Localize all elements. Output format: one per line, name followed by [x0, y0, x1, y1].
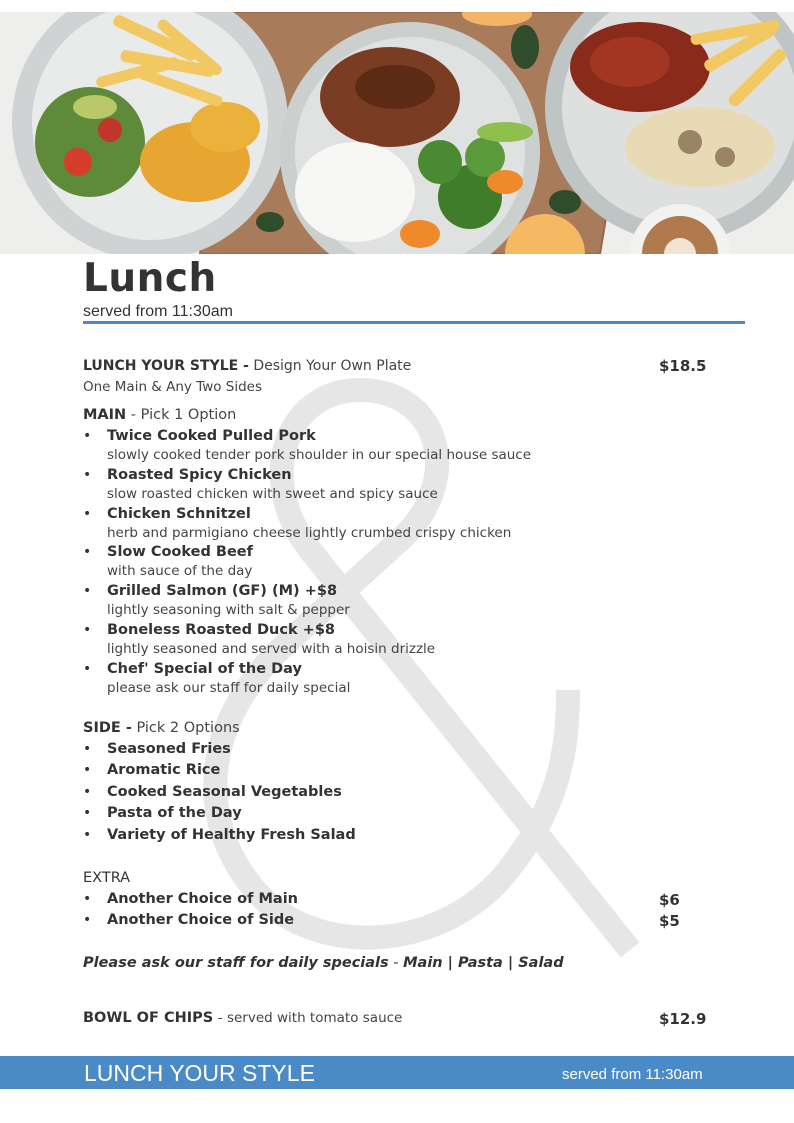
main-item-name: Boneless Roasted Duck +$8: [107, 622, 335, 638]
side-item-name: Variety of Healthy Fresh Salad: [107, 826, 356, 843]
side-item-name: Seasoned Fries: [107, 741, 231, 757]
bullet-icon: •: [83, 660, 92, 677]
main-item-description: please ask our staff for daily special: [107, 679, 351, 696]
bullet-icon: •: [83, 783, 92, 800]
main-item-name: Roasted Spicy Chicken: [107, 466, 292, 483]
extra-item-price: $6: [659, 891, 680, 909]
main-item-name: Chicken Schnitzel: [107, 505, 251, 522]
bullet-icon: •: [83, 583, 92, 600]
lunch-your-style-description: One Main & Any Two Sides: [83, 379, 263, 395]
side-heading: SIDE - Pick 2 Options: [83, 720, 240, 736]
daily-specials-note: Please ask our staff for daily specials - Main | Pasta | Salad: [83, 955, 564, 971]
main-item-name: Twice Cooked Pulled Pork: [107, 428, 316, 444]
main-item-description: with sauce of the day: [107, 563, 253, 580]
bullet-icon: •: [83, 466, 92, 483]
main-item-description: slowly cooked tender pork shoulder in our special house sauce: [107, 447, 532, 463]
side-item-name: Pasta of the Day: [107, 805, 242, 822]
bullet-icon: •: [83, 912, 92, 929]
bullet-icon: •: [83, 805, 92, 822]
bowl-of-chips-price: $12.9: [659, 1010, 707, 1028]
bullet-icon: •: [83, 891, 92, 907]
plate-schnitzel: [12, 12, 288, 254]
side-item-name: Aromatic Rice: [107, 762, 221, 779]
hero-food-photo: [0, 12, 794, 254]
main-item-description: lightly seasoning with salt & pepper: [107, 602, 350, 619]
bullet-icon: •: [83, 826, 92, 843]
footer-title: LUNCH YOUR STYLE: [84, 1060, 315, 1086]
bullet-icon: •: [83, 428, 92, 444]
extra-item-price: $5: [659, 912, 680, 931]
footer-served-time: served from 11:30am: [562, 1066, 703, 1083]
main-item-name: Chef' Special of the Day: [107, 660, 302, 677]
bullet-icon: •: [83, 741, 92, 757]
main-item-name: Grilled Salmon (GF) (M) +$8: [107, 583, 338, 600]
bullet-icon: •: [83, 622, 92, 638]
footer-bar: [0, 1056, 794, 1089]
bullet-icon: •: [83, 762, 92, 779]
side-item-name: Cooked Seasonal Vegetables: [107, 783, 342, 800]
main-item-description: slow roasted chicken with sweet and spicy sauce: [107, 485, 438, 502]
bullet-icon: •: [83, 505, 92, 522]
bowl-of-chips: BOWL OF CHIPS - served with tomato sauce: [83, 1010, 403, 1026]
title-divider: [83, 321, 745, 324]
main-item-description: lightly seasoned and served with a hoisin drizzle: [107, 641, 436, 657]
main-item-description: herb and parmigiano cheese lightly crumbed crispy chicken: [107, 524, 512, 541]
main-heading: MAIN - Pick 1 Option: [83, 407, 237, 423]
lunch-your-style-heading: LUNCH YOUR STYLE - Design Your Own Plate: [83, 358, 412, 374]
extra-heading: EXTRA: [83, 870, 131, 886]
extra-item-name: Another Choice of Side: [107, 912, 295, 929]
lunch-your-style-price: $18.5: [659, 357, 707, 375]
page-title: Lunch: [83, 256, 217, 301]
page-subtitle: served from 11:30am: [83, 303, 233, 320]
main-item-name: Slow Cooked Beef: [107, 544, 253, 561]
extra-item-name: Another Choice of Main: [107, 891, 298, 907]
bullet-icon: •: [83, 544, 92, 561]
